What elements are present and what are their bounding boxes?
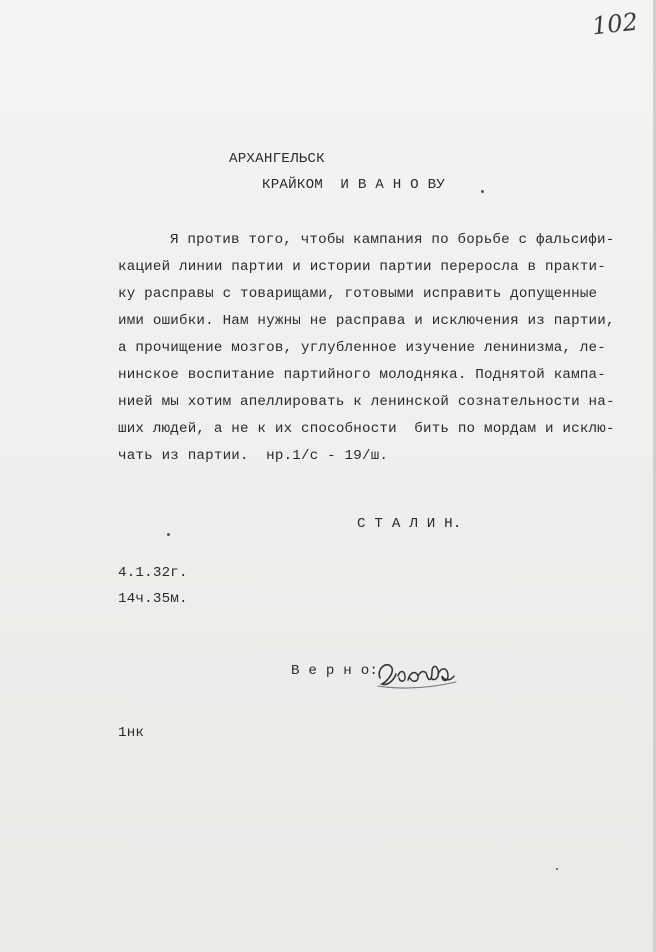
document-date: 4.1.32г. bbox=[118, 565, 188, 581]
body-line: кацией линии партии и истории партии переросла в практи- bbox=[118, 259, 606, 275]
archive-page-number: 102 bbox=[590, 7, 640, 41]
certified-label: В е р н о: bbox=[291, 663, 379, 679]
handwritten-signature bbox=[374, 656, 458, 694]
address-city: АРХАНГЕЛЬСК bbox=[229, 151, 325, 167]
body-line: а прочищение мозгов, углубленное изучение ленинизма, ле- bbox=[118, 340, 606, 356]
body-line: ими ошибки. Нам нужны не расправа и исключения из партии, bbox=[118, 313, 615, 329]
body-line: нией мы хотим апеллировать к ленинской сознательности на- bbox=[118, 394, 615, 410]
body-line: нинское воспитание партийного молодняка. Поднятой кампа- bbox=[118, 367, 606, 383]
document-time: 14ч.35м. bbox=[118, 591, 188, 607]
body-line: Я против того, чтобы кампания по борьбе с фальсифи- bbox=[170, 232, 615, 248]
body-line: ших людей, а не к их способности бить по мордам и исклю- bbox=[118, 421, 615, 437]
address-recipient: КРАЙКОМ И В А Н О ВУ bbox=[262, 177, 445, 193]
ink-speck bbox=[556, 868, 558, 870]
copies-mark: 1нк bbox=[118, 725, 145, 741]
body-line: чать из партии. нр.1/с - 19/ш. bbox=[118, 448, 389, 464]
typed-signature: С Т А Л И Н. bbox=[357, 516, 462, 532]
ink-speck bbox=[167, 533, 170, 536]
ink-speck bbox=[481, 190, 484, 193]
body-line: ку расправы с товарищами, готовыми исправить допущенные bbox=[118, 286, 598, 302]
